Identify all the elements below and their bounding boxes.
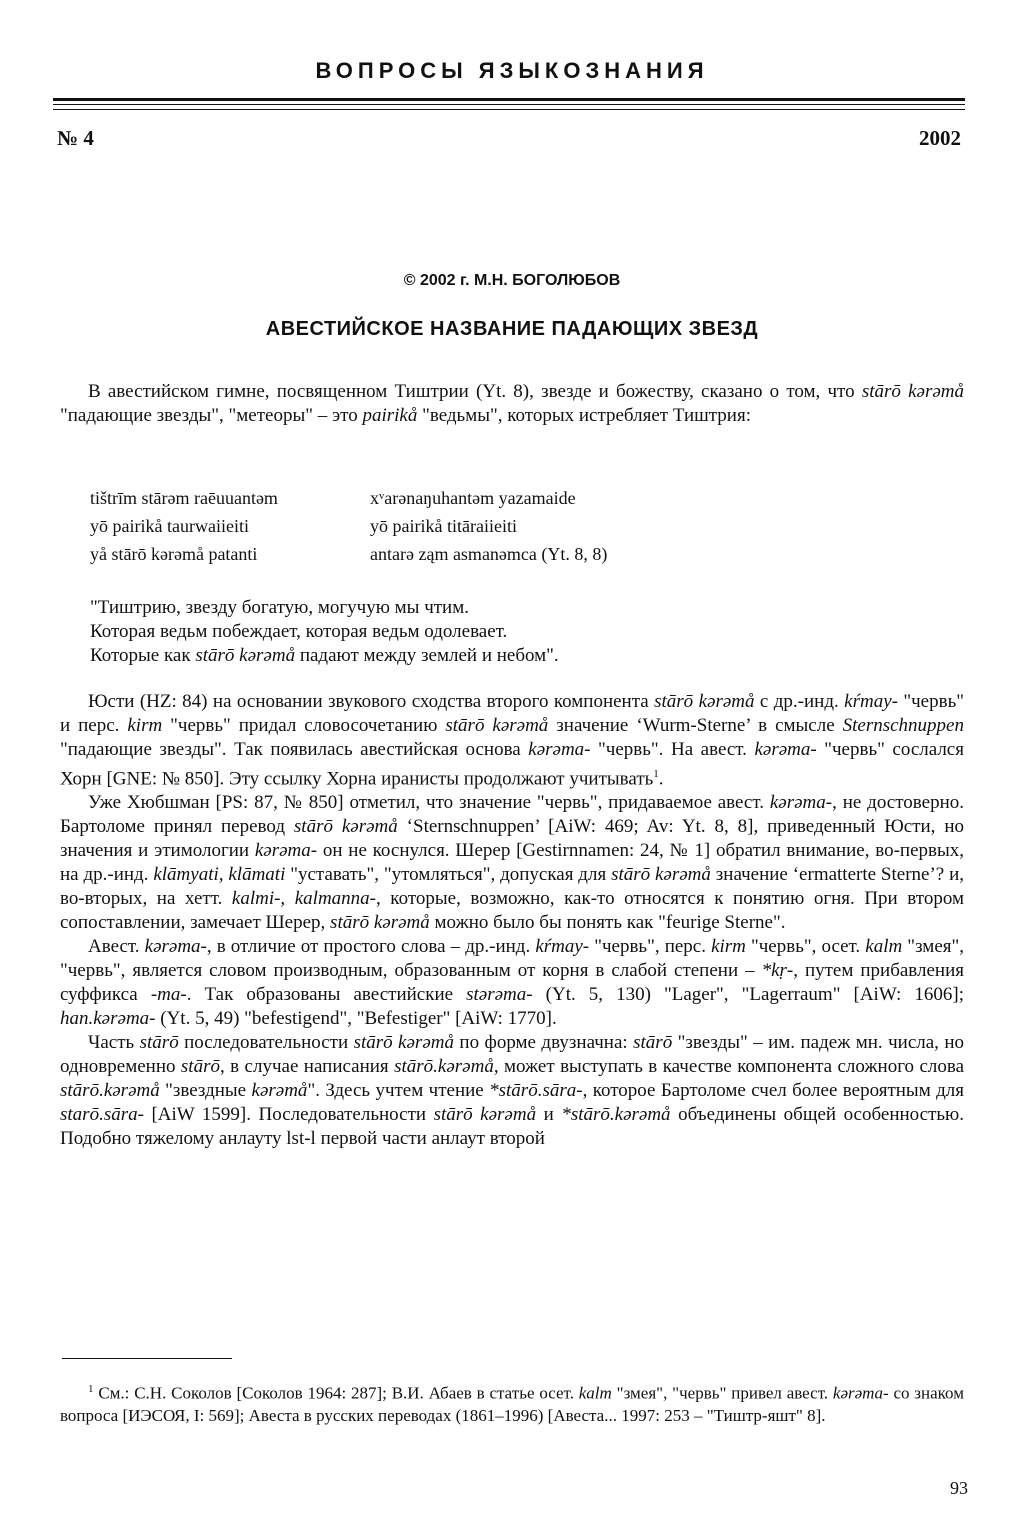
header-rule-thin [53,104,965,105]
page-number: 93 [950,1478,968,1498]
paragraph-justi: Юсти (HZ: 84) на основании звукового сходства второго компонента stārō kərəmå с др.-инд. kŕmay- "червь" и перс. kirm "червь" придал словосочетанию stārō kərəmå значение ‘Wurm-Sterne’ в смысле Sternschnuppen "падающие звезды". Так появилась авестийская основа kərəma- "червь". На авест. kərəma- "червь" сослался Хорн [GNE: № 850]. Эту ссылку Хорна иранисты продолжают учитывать$^1$. [60,691,965,790]
avestan-verse [90,486,608,570]
verse-line: tištrīm stārəm raēuuantəm xᵛarənaŋuhantəm yazamaide [90,488,576,508]
issue-year: 2002 [919,126,961,150]
paragraph-part: Часть stārō последовательности stārō kərəmå по форме двузначна: stārō "звезды" – им. падеж мн. числа, но одновременно stārō, в случае написания stārō.kərəmå, может выступать в качестве компонента сложного слова stārō.kərəmå "звездные kərəmå". Здесь учтем чтение *stārō.sāra-, которое Бартоломе счел более вероятным для starō.sāra- [AiW 1599]. Последовательности stārō kərəmå и *stārō.kərəmå объединены общей особенностью. Подобно тяжелому анлауту lst-l первой части анлаут второй [60,1032,965,1150]
verse-translation: "Тиштрию, звезду богатую, могучую мы чтим. Которая ведьм побеждает, которая ведьм одолевает. Которые как stārō kərəmå падают между землей и небом". [90,597,559,666]
footnote-rule [62,1358,232,1359]
byline: © 2002 г. М.Н. БОГОЛЮБОВ [403,272,621,289]
verse-line: yō pairikå taurwaiieiti yō pairikå titāraiieiti [90,516,517,536]
verse-line: yå stārō kərəmå patanti antarə ząm asmanəmca (Yt. 8, 8) [90,544,608,564]
article-title: АВЕСТИЙСКОЕ НАЗВАНИЕ ПАДАЮЩИХ ЗВЕЗД [265,318,759,340]
header-rule-thick [53,98,965,101]
paragraph-hubschmann: Уже Хюбшман [PS: 87, № 850] отметил, что значение "червь", придаваемое авест. kərəma-, не достоверно. Бартоломе принял перевод stārō kərəmå ‘Sternschnuppen’ [AiW: 469; Av: Yt. 8, 8], приведенный Юсти, но значения и этимологии kərəma- он не коснулся. Шерер [Gestirnnamen: 24, № 1] обратил внимание, во-первых, на др.-инд. klāmyati, klāmati "уставать", "утомляться", допуская для stārō kərəmå значение ‘ermatterte Sterne’? и, во-вторых, на хетт. kalmi-, kalmanna-, которые, возможно, как-то относятся к понятию огня. При втором сопоставлении, замечает Шерер, stārō kərəmå можно было бы понять как "feurige Sterne". [60,792,964,934]
journal-title: ВОПРОСЫ ЯЗЫКОЗНАНИЯ [315,58,709,83]
header-rule-thin-2 [53,109,965,110]
footnote: $^1$ См.: С.Н. Соколов [Соколов 1964: 287]; В.И. Абаев в статье осет. kalm "змея", "червь" привел авест. kərəma- со знаком вопроса [ИЭСОЯ, I: 569]; Авеста в русских переводах (1861–1996) [Авеста... 1997: 253 – "Тиштр-яшт" 8]. [60,1383,964,1425]
paragraph-avest: Авест. kərəma-, в отличие от простого слова – др.-инд. kŕmay- "червь", перс. kirm "червь", осет. kalm "змея", "червь", является словом производным, образованным от корня в слабой степени – *kṛ-, путем прибавления суффикса -ma-. Так образованы авестийские stərəma- (Yt. 5, 130) "Lager", "Lagerraum" [AiW: 1606]; han.kərəma- (Yt. 5, 49) "befestigend", "Befestiger" [AiW: 1770]. [60,936,965,1030]
main-text [60,690,964,1151]
issue-number: № 4 [57,126,94,150]
intro-paragraph: В авестийском гимне, посвященном Тиштрии (Yt. 8), звезде и божеству, сказано о том, что stārō kərəmå "падающие звезды", "метеоры" – это pairikå "ведьмы", которых истребляет Тиштрия: [60,381,964,426]
